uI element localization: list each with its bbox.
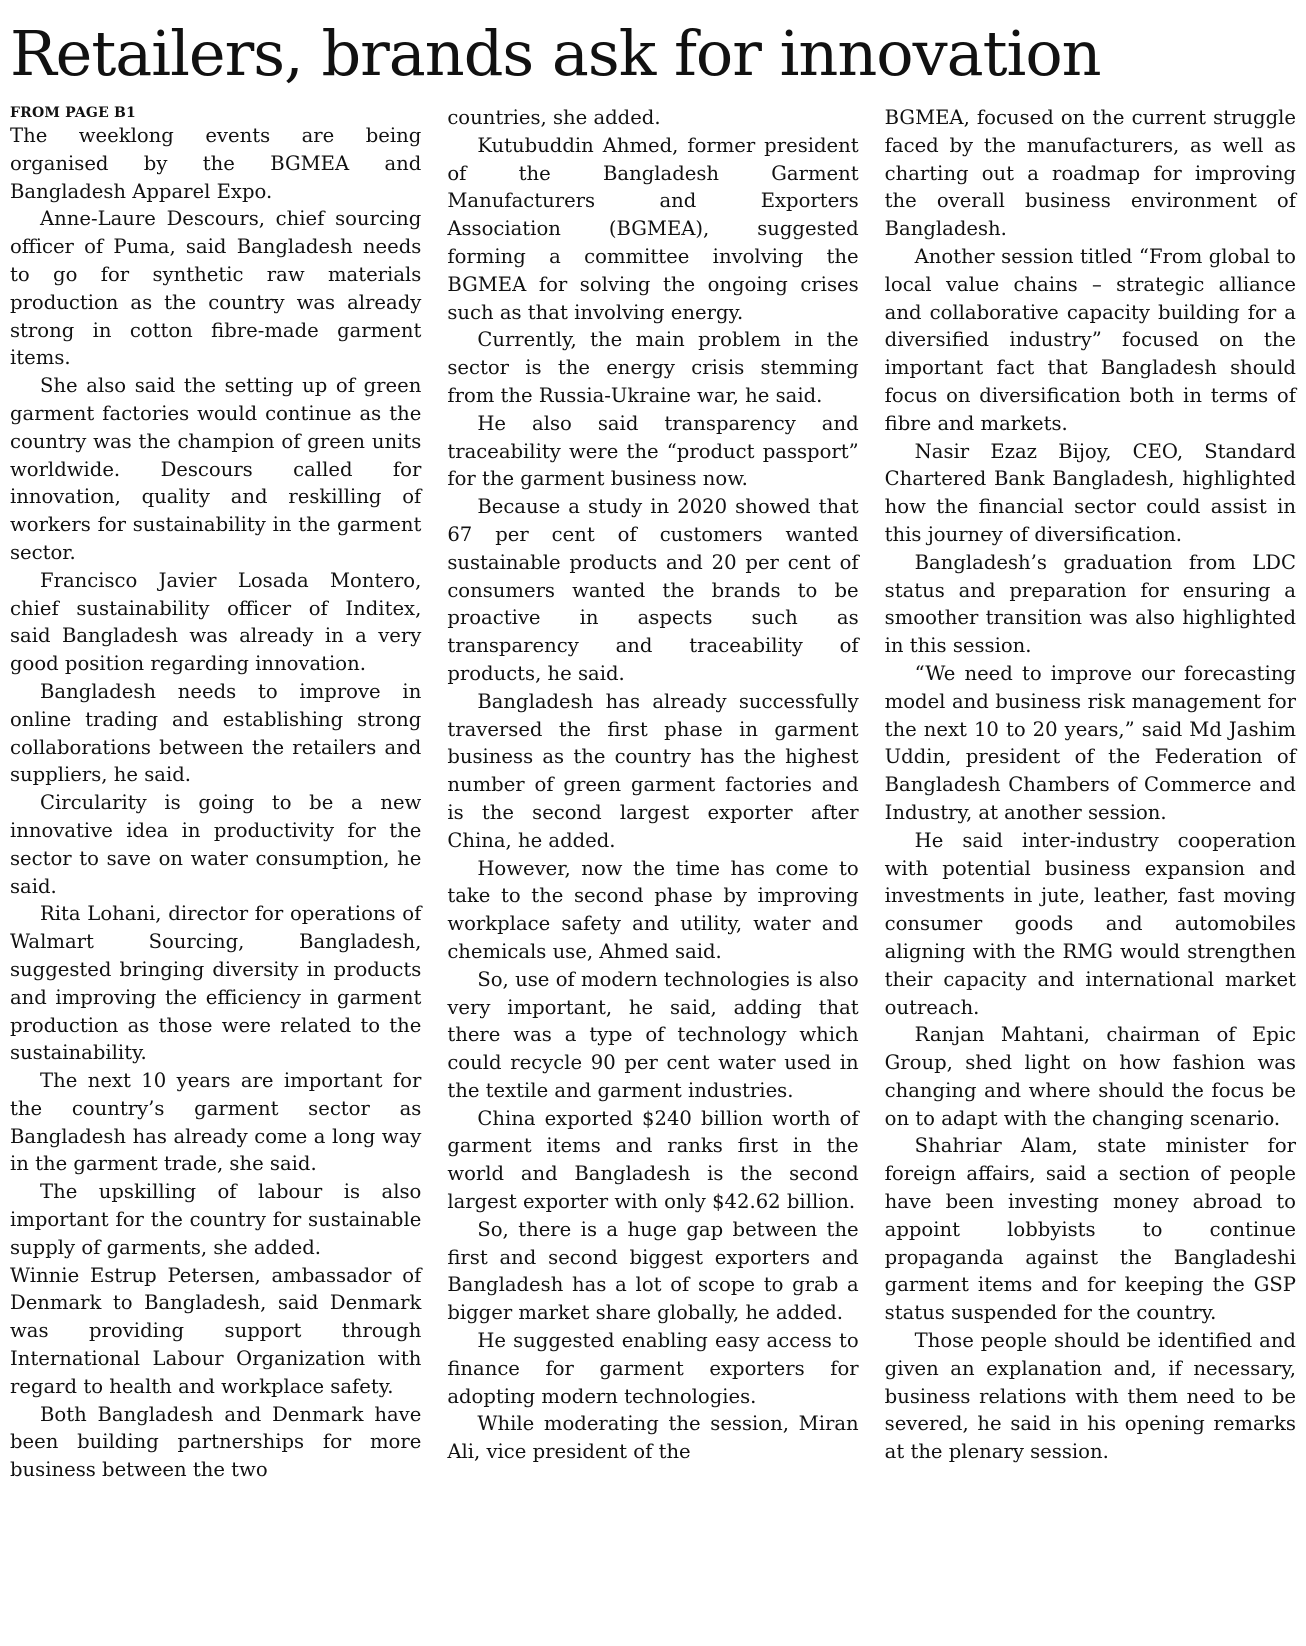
- paragraph: Kutubuddin Ahmed, former president of the Bangladesh Garment Manufacturers and Exporters Association (BGMEA), suggested forming a committee involving the BGMEA for solving the ongoing crises such as that involving energy.: [447, 133, 859, 324]
- paragraph: The upskilling of labour is also important for the country for sustainable supply of garments, she added.: [10, 1180, 422, 1259]
- headline: Retailers, brands ask for innovation: [10, 17, 1101, 90]
- paragraph: He also said transparency and traceability were the “product passport” for the garment business now.: [447, 411, 859, 491]
- paragraph: Both Bangladesh and Denmark have been building partnerships for more business between the two: [10, 1402, 422, 1482]
- column-2: [447, 104, 858, 1484]
- paragraph: She also said the setting up of green garment factories would continue as the country was the champion of green units worldwide. Descours called for innovation, quality and reskilling of workers for sustainability in the garment sector.: [10, 374, 422, 564]
- paragraph: Nasir Ezaz Bijoy, CEO, Standard Chartered Bank Bangladesh, highlighted how the financial sector could assist in this journey of diversification.: [884, 439, 1296, 546]
- column-1: [10, 104, 421, 1484]
- paragraph: BGMEA, focused on the current struggle faced by the manufacturers, as well as charting out a roadmap for improving the overall business environment of Bangladesh.: [884, 106, 1296, 241]
- paragraph: The weeklong events are being organised by the BGMEA and Bangladesh Apparel Expo.: [10, 124, 422, 203]
- paragraph: So, there is a huge gap between the first and second biggest exporters and Bangladesh has a lot of scope to grab a bigger market share globally, he added.: [447, 1217, 859, 1325]
- paragraph: Shahriar Alam, state minister for foreign affairs, said a section of people have been investing money abroad to appoint lobbyists to continue propaganda against the Bangladeshi garment items and for keeping the GSP status suspended for the country.: [884, 1134, 1296, 1325]
- paragraph: Winnie Estrup Petersen, ambassador of Denmark to Bangladesh, said Denmark was providing support through International Labour Organization with regard to health and workplace safety.: [10, 1263, 422, 1398]
- paragraph: Ranjan Mahtani, chairman of Epic Group, shed light on how fashion was changing and where should the focus be on to adapt with the changing scenario.: [884, 1023, 1296, 1130]
- paragraph: Currently, the main problem in the sector is the energy crisis stemming from the Russia-Ukraine war, he said.: [447, 328, 859, 407]
- paragraph: China exported $240 billion worth of garment items and ranks first in the world and Bangladesh is the second largest exporter with only $42.62 billion.: [447, 1106, 859, 1214]
- continued-from-kicker: FROM PAGE B1: [10, 105, 136, 121]
- column-3: [885, 104, 1296, 1484]
- paragraph: Another session titled “From global to local value chains – strategic alliance and collaborative capacity building for a diversified industry” focused on the important fact that Bangladesh should focus on diversification both in terms of fibre and markets.: [884, 244, 1296, 435]
- paragraph: Bangladesh has already successfully traversed the first phase in garment business as the country has the highest number of green garment factories and is the second largest exporter after China, he added.: [447, 689, 859, 852]
- paragraph: Because a study in 2020 showed that 67 per cent of customers wanted sustainable products and 20 per cent of consumers wanted the brands to be proactive in aspects such as transparency and traceability of products, he said.: [447, 495, 859, 685]
- paragraph: Bangladesh needs to improve in online trading and establishing strong collaborations between the retailers and suppliers, he said.: [10, 679, 422, 787]
- article-columns: [10, 104, 1296, 1484]
- paragraph: Anne-Laure Descours, chief sourcing officer of Puma, said Bangladesh needs to go for synthetic raw materials production as the country was already strong in cotton fibre-made garment items.: [10, 207, 422, 370]
- paragraph: The next 10 years are important for the country’s garment sector as Bangladesh has already come a long way in the garment trade, she said.: [10, 1069, 422, 1176]
- paragraph: Francisco Javier Losada Montero, chief sustainability officer of Inditex, said Bangladesh was already in a very good position regarding innovation.: [10, 568, 422, 676]
- paragraph: While moderating the session, Miran Ali, vice president of the: [447, 1412, 859, 1464]
- paragraph: Circularity is going to be a new innovative idea in productivity for the sector to save on water consumption, he said.: [10, 791, 422, 898]
- paragraph: Rita Lohani, director for operations of Walmart Sourcing, Bangladesh, suggested bringing diversity in products and improving the efficiency in garment production as those were related to the sustainability.: [10, 902, 422, 1065]
- paragraph: countries, she added.: [447, 106, 661, 129]
- paragraph: However, now the time has come to take to the second phase by improving workplace safety and utility, water and chemicals use, Ahmed said.: [447, 856, 859, 963]
- paragraph: So, use of modern technologies is also very important, he said, adding that there was a type of technology which could recycle 90 per cent water used in the textile and garment industries.: [447, 967, 859, 1102]
- paragraph: He said inter-industry cooperation with potential business expansion and investments in jute, leather, fast moving consumer goods and automobiles aligning with the RMG would strengthen their capacity and international market outreach.: [884, 828, 1296, 1019]
- paragraph: Bangladesh’s graduation from LDC status and preparation for ensuring a smoother transition was also highlighted in this session.: [884, 550, 1296, 658]
- paragraph: “We need to improve our forecasting model and business risk management for the next 10 to 20 years,” said Md Jashim Uddin, president of the Federation of Bangladesh Chambers of Commerce and Industry, at another session.: [884, 661, 1296, 824]
- paragraph: He suggested enabling easy access to finance for garment exporters for adopting modern technologies.: [447, 1329, 859, 1408]
- paragraph: Those people should be identified and given an explanation and, if necessary, business relations with them need to be severed, he said in his opening remarks at the plenary session.: [884, 1329, 1296, 1464]
